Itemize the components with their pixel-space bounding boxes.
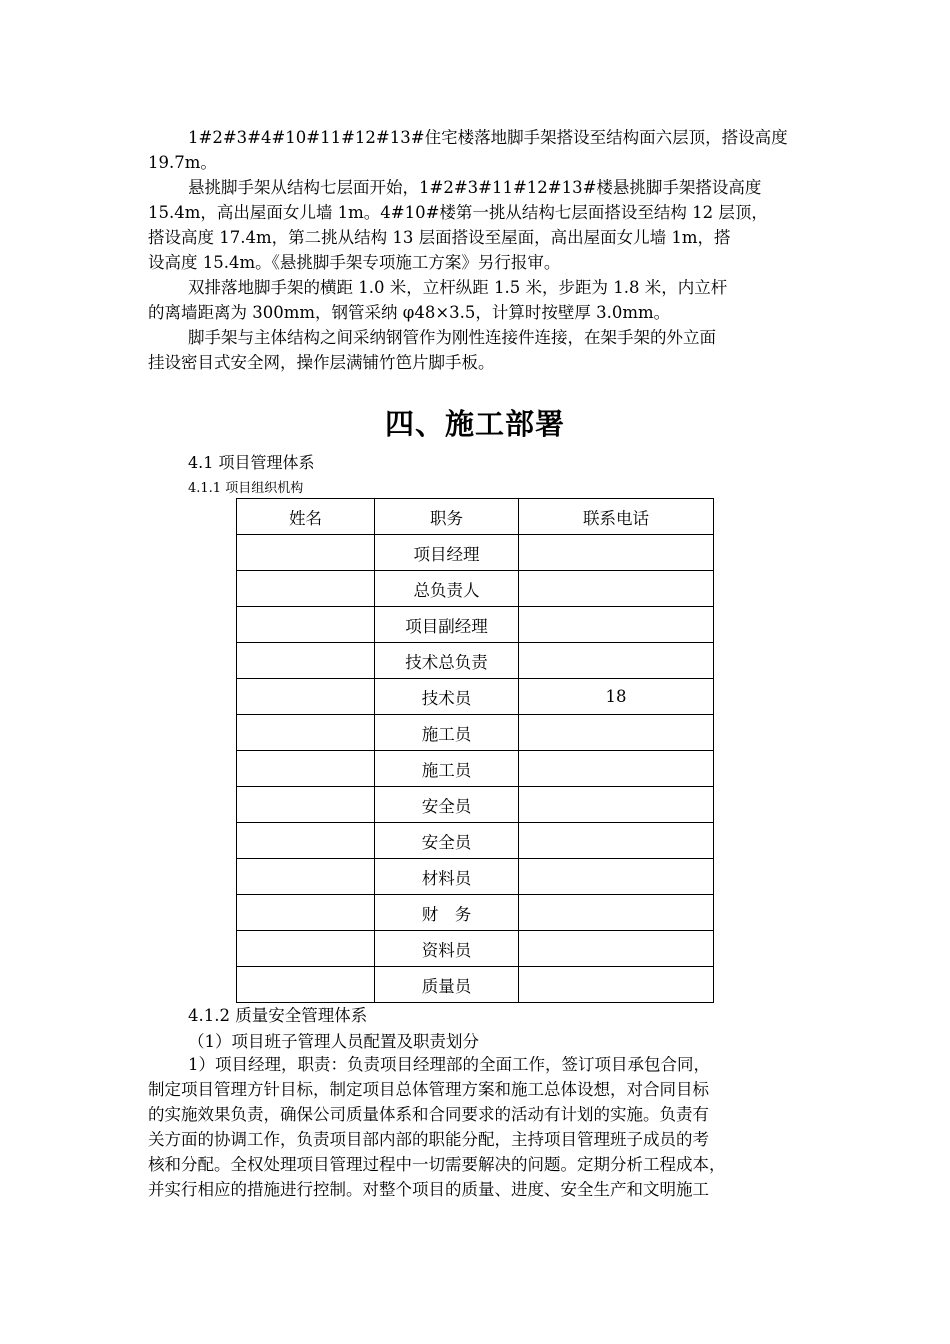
paragraph-line: 的实施效果负责，确保公司质量体系和合同要求的活动有计划的实施。负责有 [148,1105,709,1124]
table-row [237,895,714,931]
cell-name [237,967,375,1003]
cell-position: 技术总负责 [375,643,519,679]
cell-position: 技术员 [375,679,519,715]
table-row [237,643,714,679]
cell-phone [519,571,714,607]
table-header-row [237,499,714,535]
cell-position: 项目副经理 [375,607,519,643]
table-row [237,823,714,859]
paragraph-line: 15.4m，高出屋面女儿墙 1m。4#10#楼第一挑从结构七层面搭设至结构 12 层顶， [148,203,768,222]
paragraph-scaffold-connection [148,325,804,375]
cell-phone [519,535,714,571]
paragraph-line: 并实行相应的措施进行控制。对整个项目的质量、进度、安全生产和文明施工 [148,1180,709,1199]
cell-phone [519,787,714,823]
table-row [237,607,714,643]
organization-table [236,498,714,1003]
cell-name [237,931,375,967]
cell-phone [519,643,714,679]
cell-name [237,535,375,571]
paragraph-scaffold-spacing [148,275,804,325]
cell-position: 安全员 [375,823,519,859]
item-heading-staffing: （1）项目班子管理人员配置及职责划分 [188,1032,479,1051]
cell-position: 质量员 [375,967,519,1003]
table-row [237,967,714,1003]
cell-name [237,751,375,787]
cell-phone [519,607,714,643]
paragraph-line: 1#2#3#4#10#11#12#13#住宅楼落地脚手架搭设至结构面六层顶，搭设高度 [188,128,788,147]
cell-phone [519,931,714,967]
cell-name [237,787,375,823]
table-row [237,535,714,571]
cell-position: 总负责人 [375,571,519,607]
paragraph-project-manager-duties [148,1052,804,1202]
subheading-organization: 4.1.1 项目组织机构 [188,481,304,496]
column-header-position: 职务 [375,499,519,535]
paragraph-line: 挂设密目式安全网，操作层满铺竹笆片脚手板。 [148,353,495,372]
cell-name [237,679,375,715]
cell-position: 资料员 [375,931,519,967]
cell-phone [519,715,714,751]
column-header-name: 姓名 [237,499,375,535]
cell-phone [519,823,714,859]
cell-position: 施工员 [375,715,519,751]
cell-name [237,859,375,895]
cell-position: 安全员 [375,787,519,823]
paragraph-line: 制定项目管理方针目标，制定项目总体管理方案和施工总体设想，对合同目标 [148,1080,709,1099]
cell-position: 施工员 [375,751,519,787]
cell-phone [519,895,714,931]
table-row [237,859,714,895]
paragraph-line: 1）项目经理，职责：负责项目经理部的全面工作，签订项目承包合同， [188,1055,710,1074]
cell-phone [519,751,714,787]
table-row [237,751,714,787]
paragraph-line: 搭设高度 17.4m，第二挑从结构 13 层面搭设至屋面，高出屋面女儿墙 1m，搭 [148,228,731,247]
paragraph-scaffold-height [148,125,804,175]
cell-phone [519,967,714,1003]
section-heading: 四、施工部署 [384,407,565,441]
table-row [237,715,714,751]
cell-position: 材料员 [375,859,519,895]
cell-name [237,715,375,751]
table-row [237,787,714,823]
cell-phone: 18 [519,679,714,715]
table-row [237,931,714,967]
cell-position: 项目经理 [375,535,519,571]
table-row [237,571,714,607]
subheading-quality-safety: 4.1.2 质量安全管理体系 [188,1006,368,1025]
paragraph-line: 核和分配。全权处理项目管理过程中一切需要解决的问题。定期分析工程成本， [148,1155,726,1174]
cell-name [237,895,375,931]
paragraph-line: 的离墙距离为 300mm，钢管采纳 φ48×3.5，计算时按壁厚 3.0mm。 [148,303,671,322]
table-row [237,679,714,715]
paragraph-line: 19.7m。 [148,153,217,172]
cell-name [237,823,375,859]
cell-name [237,571,375,607]
paragraph-line: 关方面的协调工作，负责项目部内部的职能分配，主持项目管理班子成员的考 [148,1130,709,1149]
paragraph-line: 脚手架与主体结构之间采纳钢管作为刚性连接件连接，在架手架的外立面 [188,328,716,347]
paragraph-line: 双排落地脚手架的横距 1.0 米，立杆纵距 1.5 米，步距为 1.8 米，内立杆 [188,278,728,297]
paragraph-line: 设高度 15.4m。《悬挑脚手架专项施工方案》另行报审。 [148,253,561,272]
cell-name [237,607,375,643]
paragraph-line: 悬挑脚手架从结构七层面开始，1#2#3#11#12#13#楼悬挑脚手架搭设高度 [188,178,762,197]
subheading-management-system: 4.1 项目管理体系 [188,453,315,472]
cell-name [237,643,375,679]
column-header-phone: 联系电话 [519,499,714,535]
cell-phone [519,859,714,895]
cell-position: 财 务 [375,895,519,931]
paragraph-cantilever-scaffold [148,175,804,275]
